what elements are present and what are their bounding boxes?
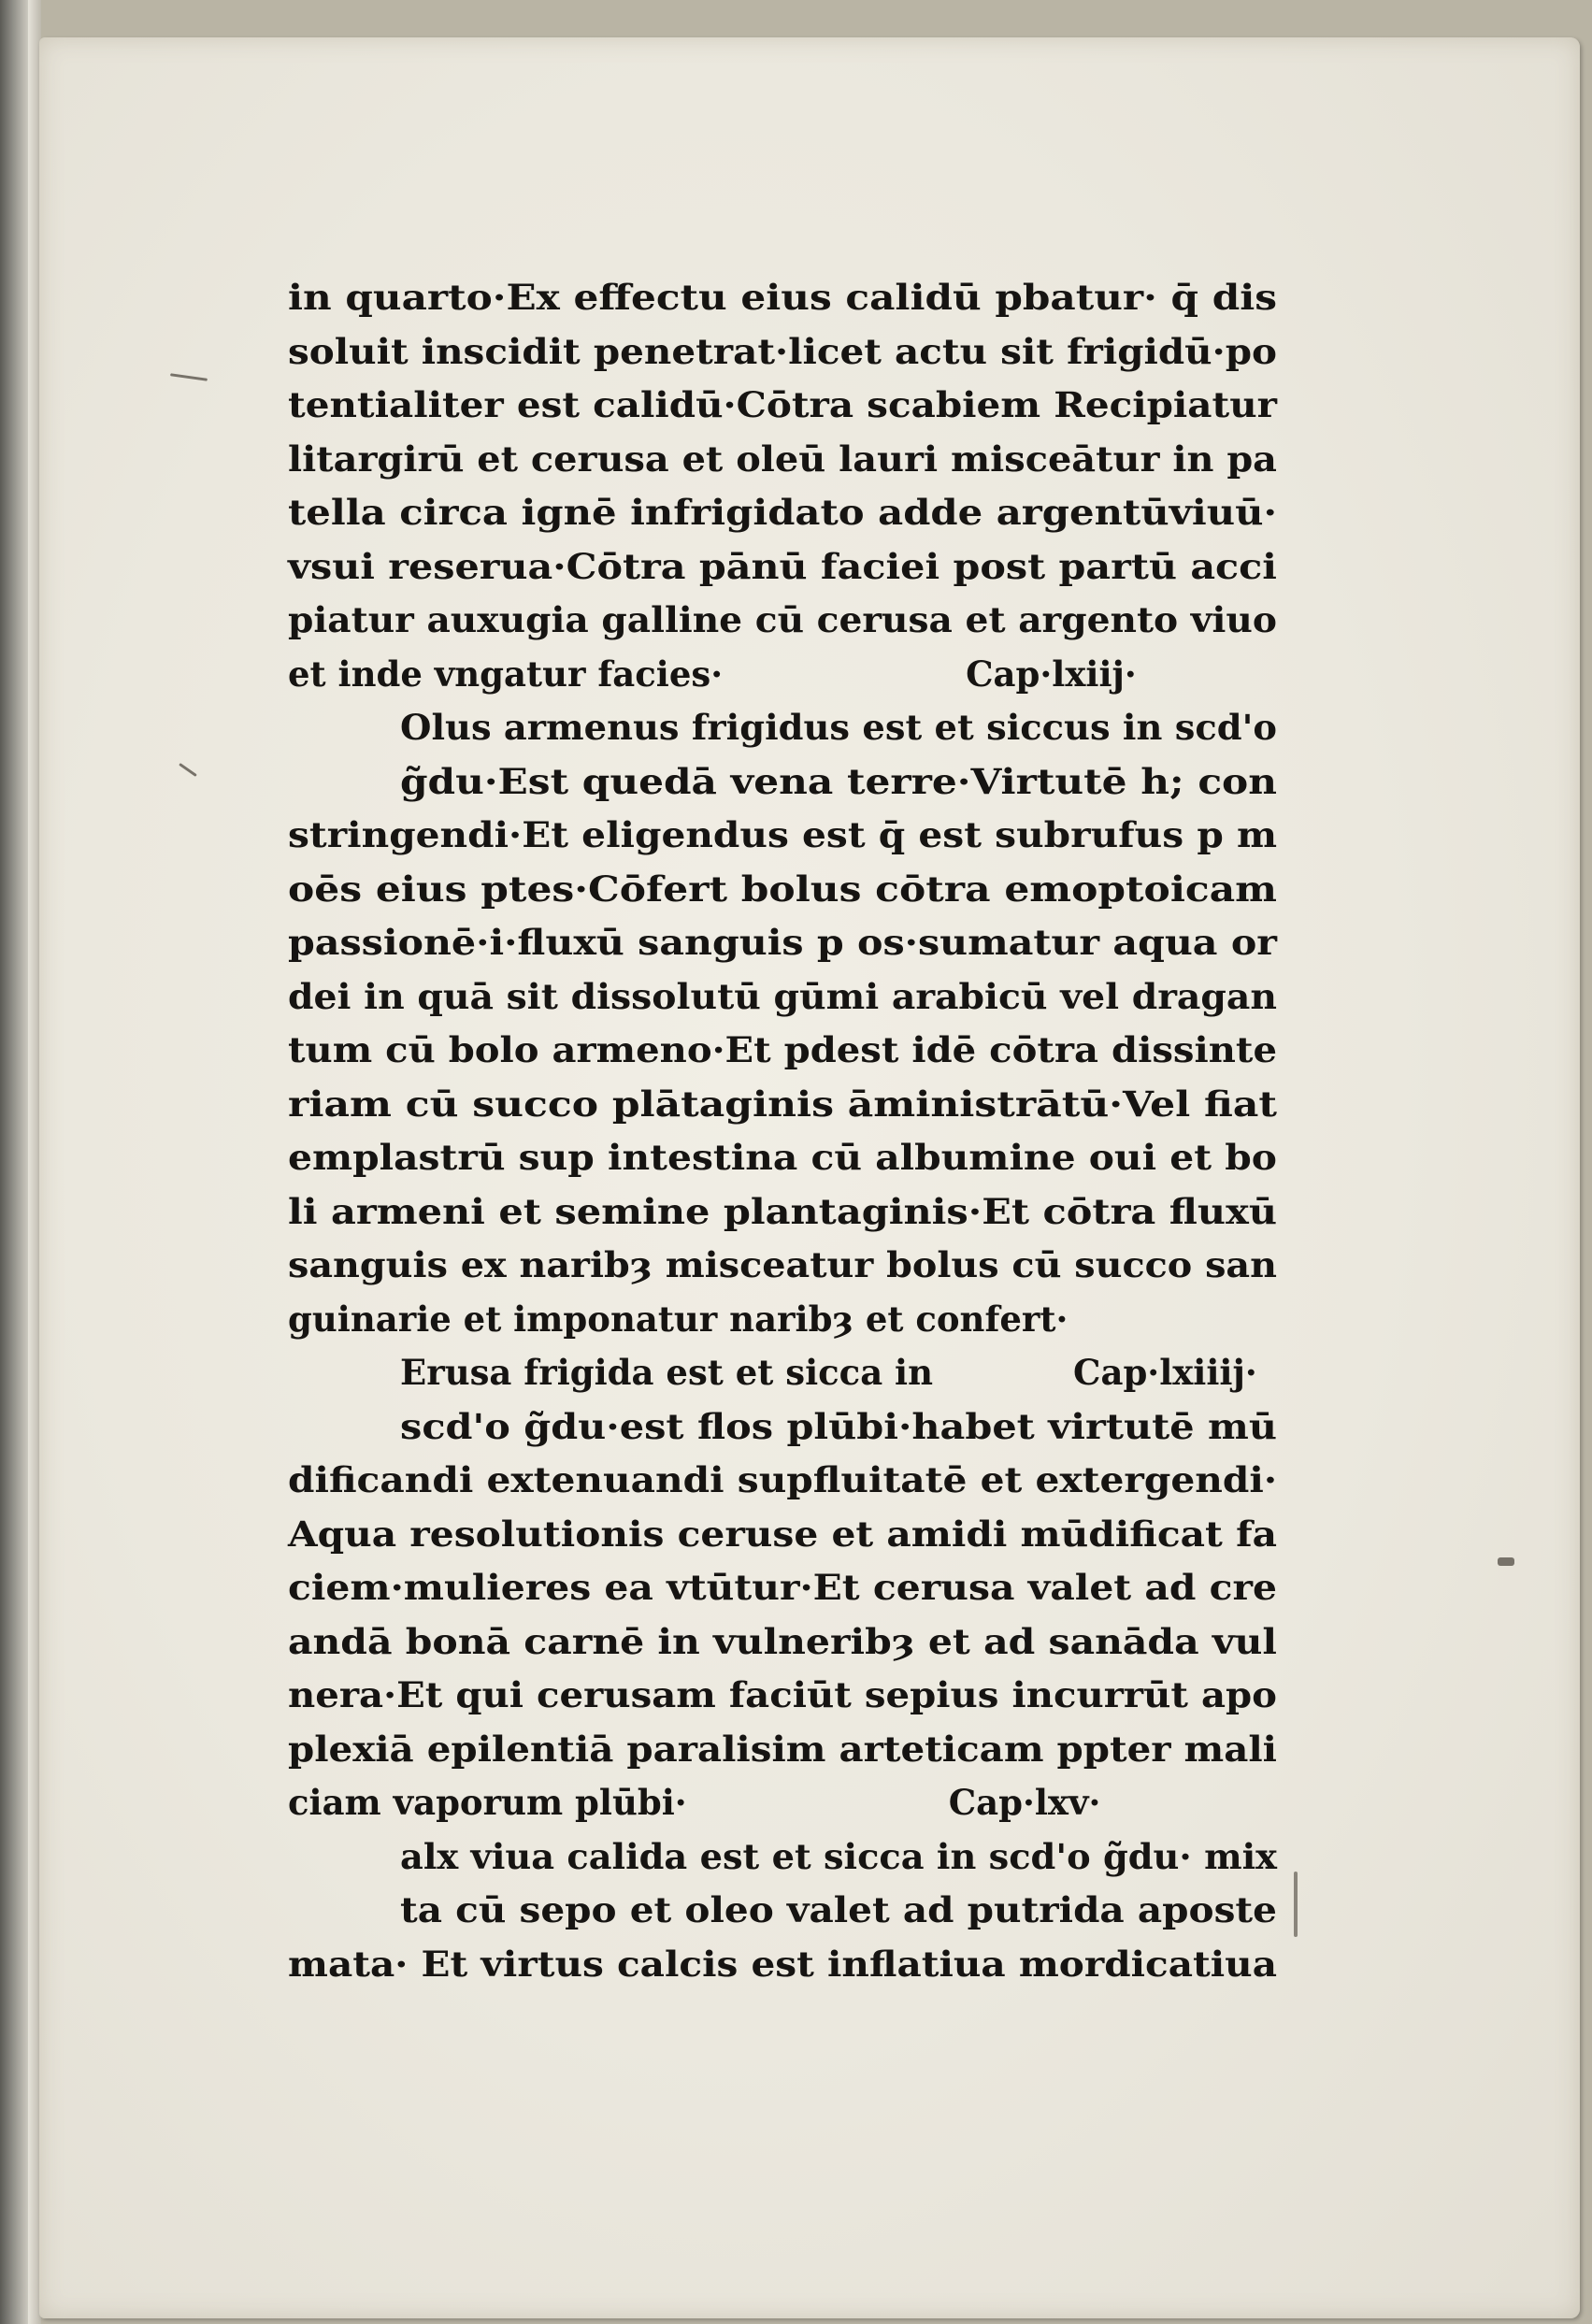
text-line: Aqua resolutionis ceruse et amidi mūdificat fa [288,1513,1277,1555]
text-line: mata· Et virtus calcis est inflatiua mordicatiua [288,1943,1277,1985]
text-line: dei in quā sit dissolutū gūmi arabicū vel dragan [288,975,1277,1017]
text-line: ciam vaporum plūbi· Cap·lxv· [288,1776,1277,1830]
text-line: alx viua calida est et sicca in scd'o g̃du· mix [400,1835,1277,1877]
text-line: ciem·mulieres ea vtūtur·Et cerusa valet ad cre [288,1567,1277,1608]
text-line: vsui reserua·Cōtra pānū faciei post partū acci [288,545,1277,587]
text-line: passionē·i·fluxū sanguis p os·sumatur aqua or [288,922,1277,963]
text-line: nera·Et qui cerusam faciūt sepius incurrūt apo [288,1674,1277,1715]
text-line: sanguis ex naribȝ misceatur bolus cū succo san [288,1244,1277,1285]
text-line: andā bonā carnē in vulneribȝ et ad sanāda vul [288,1620,1277,1662]
text-line: stringendi·Et eligendus est q̄ est subrufus p m [288,814,1277,855]
text-line: oēs eius ptes·Cōfert bolus cōtra emoptoicam [288,868,1277,910]
text-line: tentialiter est calidū·Cōtra scabiem Recipiatur [288,384,1277,425]
text-line: plexiā epilentiā paralisim arteticam ppter mali [288,1728,1277,1770]
printed-text-block [288,271,1277,1991]
text-line: in quarto·Ex effectu eius calidū pbatur· q̄ dis [288,277,1277,318]
text-line: scd'o g̃du·est flos plūbi·habet virtutē mū [400,1405,1277,1447]
chapter-heading: Cap·lxv· [948,1782,1101,1823]
text-line: guinarie et imponatur naribȝ et confert· [288,1298,1069,1340]
text-line: litargirū et cerusa et oleū lauri misceātur in pa [288,438,1277,480]
text-line: tella circa ignē infrigidato adde argentūviuū· [288,492,1277,533]
chapter-heading: Cap·lxiiij· [1073,1352,1257,1393]
chapter-heading: Cap·lxiij· [966,653,1137,695]
text-line: et inde vngatur facies· Cap·lxiij· [288,648,1277,702]
text-line: emplastrū sup intestina cū albumine oui et bo [288,1137,1277,1178]
text-line: dificandi extenuandi supfluitatē et extergendi· [288,1459,1277,1500]
text-line: Erusa frigida est et sicca in Cap·lxiiij· [288,1346,1277,1400]
text-line: ta cū sepo et oleo valet ad putrida aposte [400,1889,1277,1930]
text-line: g̃du·Est quedā vena terre·Virtutē h; con [400,760,1277,802]
text-line: soluit inscidit penetrat·licet actu sit frigidū·po [288,330,1277,372]
margin-mark-left [170,373,208,381]
text-line: piatur auxugia galline cū cerusa et argento viuo [288,599,1277,640]
text-line: li armeni et semine plantaginis·Et cōtra fluxū [288,1190,1277,1232]
margin-mark-right [1498,1557,1514,1566]
margin-mark-left-lower [179,763,197,777]
text-line: tum cū bolo armeno·Et pdest idē cōtra dissinte [288,1029,1277,1070]
margin-parenthesis-mark [1294,1872,1298,1937]
text-line: Olus armenus frigidus est et siccus in scd'o [400,707,1277,748]
text-line: riam cū succo plātaginis āministrātū·Vel fiat [288,1083,1277,1125]
